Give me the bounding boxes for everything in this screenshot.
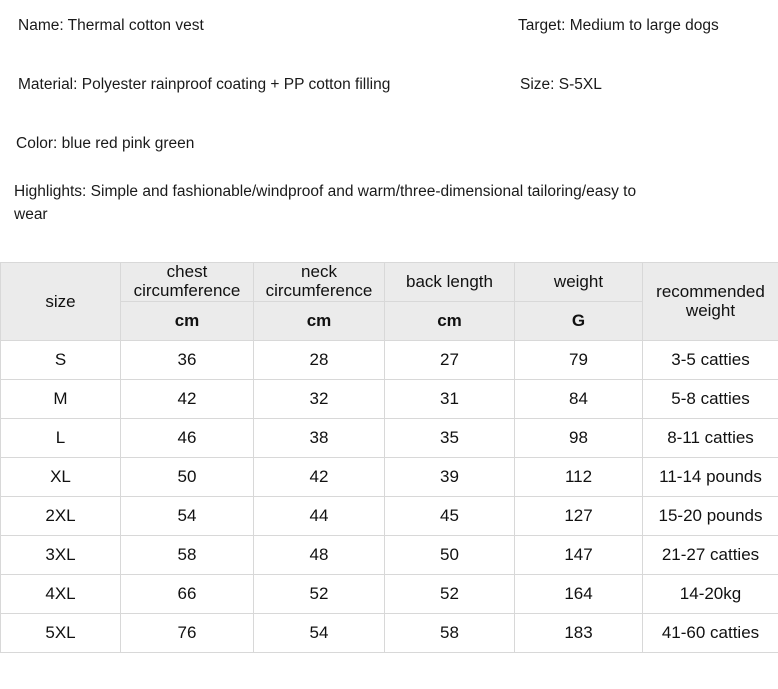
table-row	[1, 341, 778, 380]
cell-back: 35	[385, 419, 515, 458]
cell-recommended: 5-8 catties	[643, 380, 778, 419]
cell-neck: 44	[254, 497, 385, 536]
cell-back: 45	[385, 497, 515, 536]
table-header-row	[1, 263, 778, 302]
table-row	[1, 614, 778, 653]
cell-size: 3XL	[1, 536, 121, 575]
cell-size: M	[1, 380, 121, 419]
cell-chest: 58	[121, 536, 254, 575]
unit-back: cm	[385, 302, 515, 341]
spec-color: Color: blue red pink green	[16, 135, 195, 152]
cell-back: 52	[385, 575, 515, 614]
size-table-body	[1, 341, 778, 653]
cell-recommended: 11-14 pounds	[643, 458, 778, 497]
table-row	[1, 458, 778, 497]
cell-back: 39	[385, 458, 515, 497]
cell-neck: 48	[254, 536, 385, 575]
unit-weight: G	[515, 302, 643, 341]
cell-neck: 32	[254, 380, 385, 419]
cell-size: 5XL	[1, 614, 121, 653]
cell-weight: 164	[515, 575, 643, 614]
table-row	[1, 380, 778, 419]
size-table	[0, 262, 778, 653]
cell-back: 58	[385, 614, 515, 653]
cell-chest: 46	[121, 419, 254, 458]
cell-recommended: 14-20kg	[643, 575, 778, 614]
cell-size: XL	[1, 458, 121, 497]
cell-back: 50	[385, 536, 515, 575]
cell-recommended: 3-5 catties	[643, 341, 778, 380]
cell-weight: 147	[515, 536, 643, 575]
cell-neck: 42	[254, 458, 385, 497]
cell-neck: 28	[254, 341, 385, 380]
spec-target: Target: Medium to large dogs	[518, 17, 719, 34]
cell-chest: 54	[121, 497, 254, 536]
header-back: back length	[385, 263, 515, 302]
cell-weight: 127	[515, 497, 643, 536]
spec-highlights: Highlights: Simple and fashionable/windproof and warm/three-dimensional tailoring/easy to wear	[14, 183, 637, 224]
table-row	[1, 497, 778, 536]
cell-weight: 98	[515, 419, 643, 458]
cell-recommended: 21-27 catties	[643, 536, 778, 575]
size-chart	[0, 262, 778, 653]
cell-weight: 79	[515, 341, 643, 380]
spec-material: Material: Polyester rainproof coating + PP cotton filling	[18, 76, 391, 93]
cell-back: 27	[385, 341, 515, 380]
header-weight: weight	[515, 263, 643, 302]
header-recommended-weight: recommended weight	[643, 263, 778, 341]
cell-chest: 76	[121, 614, 254, 653]
table-row	[1, 536, 778, 575]
header-size: size	[1, 263, 121, 341]
cell-size: 2XL	[1, 497, 121, 536]
header-neck: neck circumference	[254, 263, 385, 302]
cell-recommended: 41-60 catties	[643, 614, 778, 653]
cell-recommended: 8-11 catties	[643, 419, 778, 458]
cell-neck: 54	[254, 614, 385, 653]
cell-weight: 183	[515, 614, 643, 653]
header-chest: chest circumference	[121, 263, 254, 302]
table-row	[1, 575, 778, 614]
cell-weight: 112	[515, 458, 643, 497]
cell-chest: 50	[121, 458, 254, 497]
specification-text-block	[0, 0, 778, 262]
cell-recommended: 15-20 pounds	[643, 497, 778, 536]
cell-chest: 36	[121, 341, 254, 380]
cell-size: 4XL	[1, 575, 121, 614]
cell-neck: 38	[254, 419, 385, 458]
cell-size: L	[1, 419, 121, 458]
unit-neck: cm	[254, 302, 385, 341]
cell-size: S	[1, 341, 121, 380]
table-row	[1, 419, 778, 458]
cell-chest: 42	[121, 380, 254, 419]
cell-weight: 84	[515, 380, 643, 419]
spec-size: Size: S-5XL	[520, 76, 602, 93]
cell-neck: 52	[254, 575, 385, 614]
spec-name: Name: Thermal cotton vest	[18, 17, 204, 34]
unit-chest: cm	[121, 302, 254, 341]
cell-back: 31	[385, 380, 515, 419]
cell-chest: 66	[121, 575, 254, 614]
